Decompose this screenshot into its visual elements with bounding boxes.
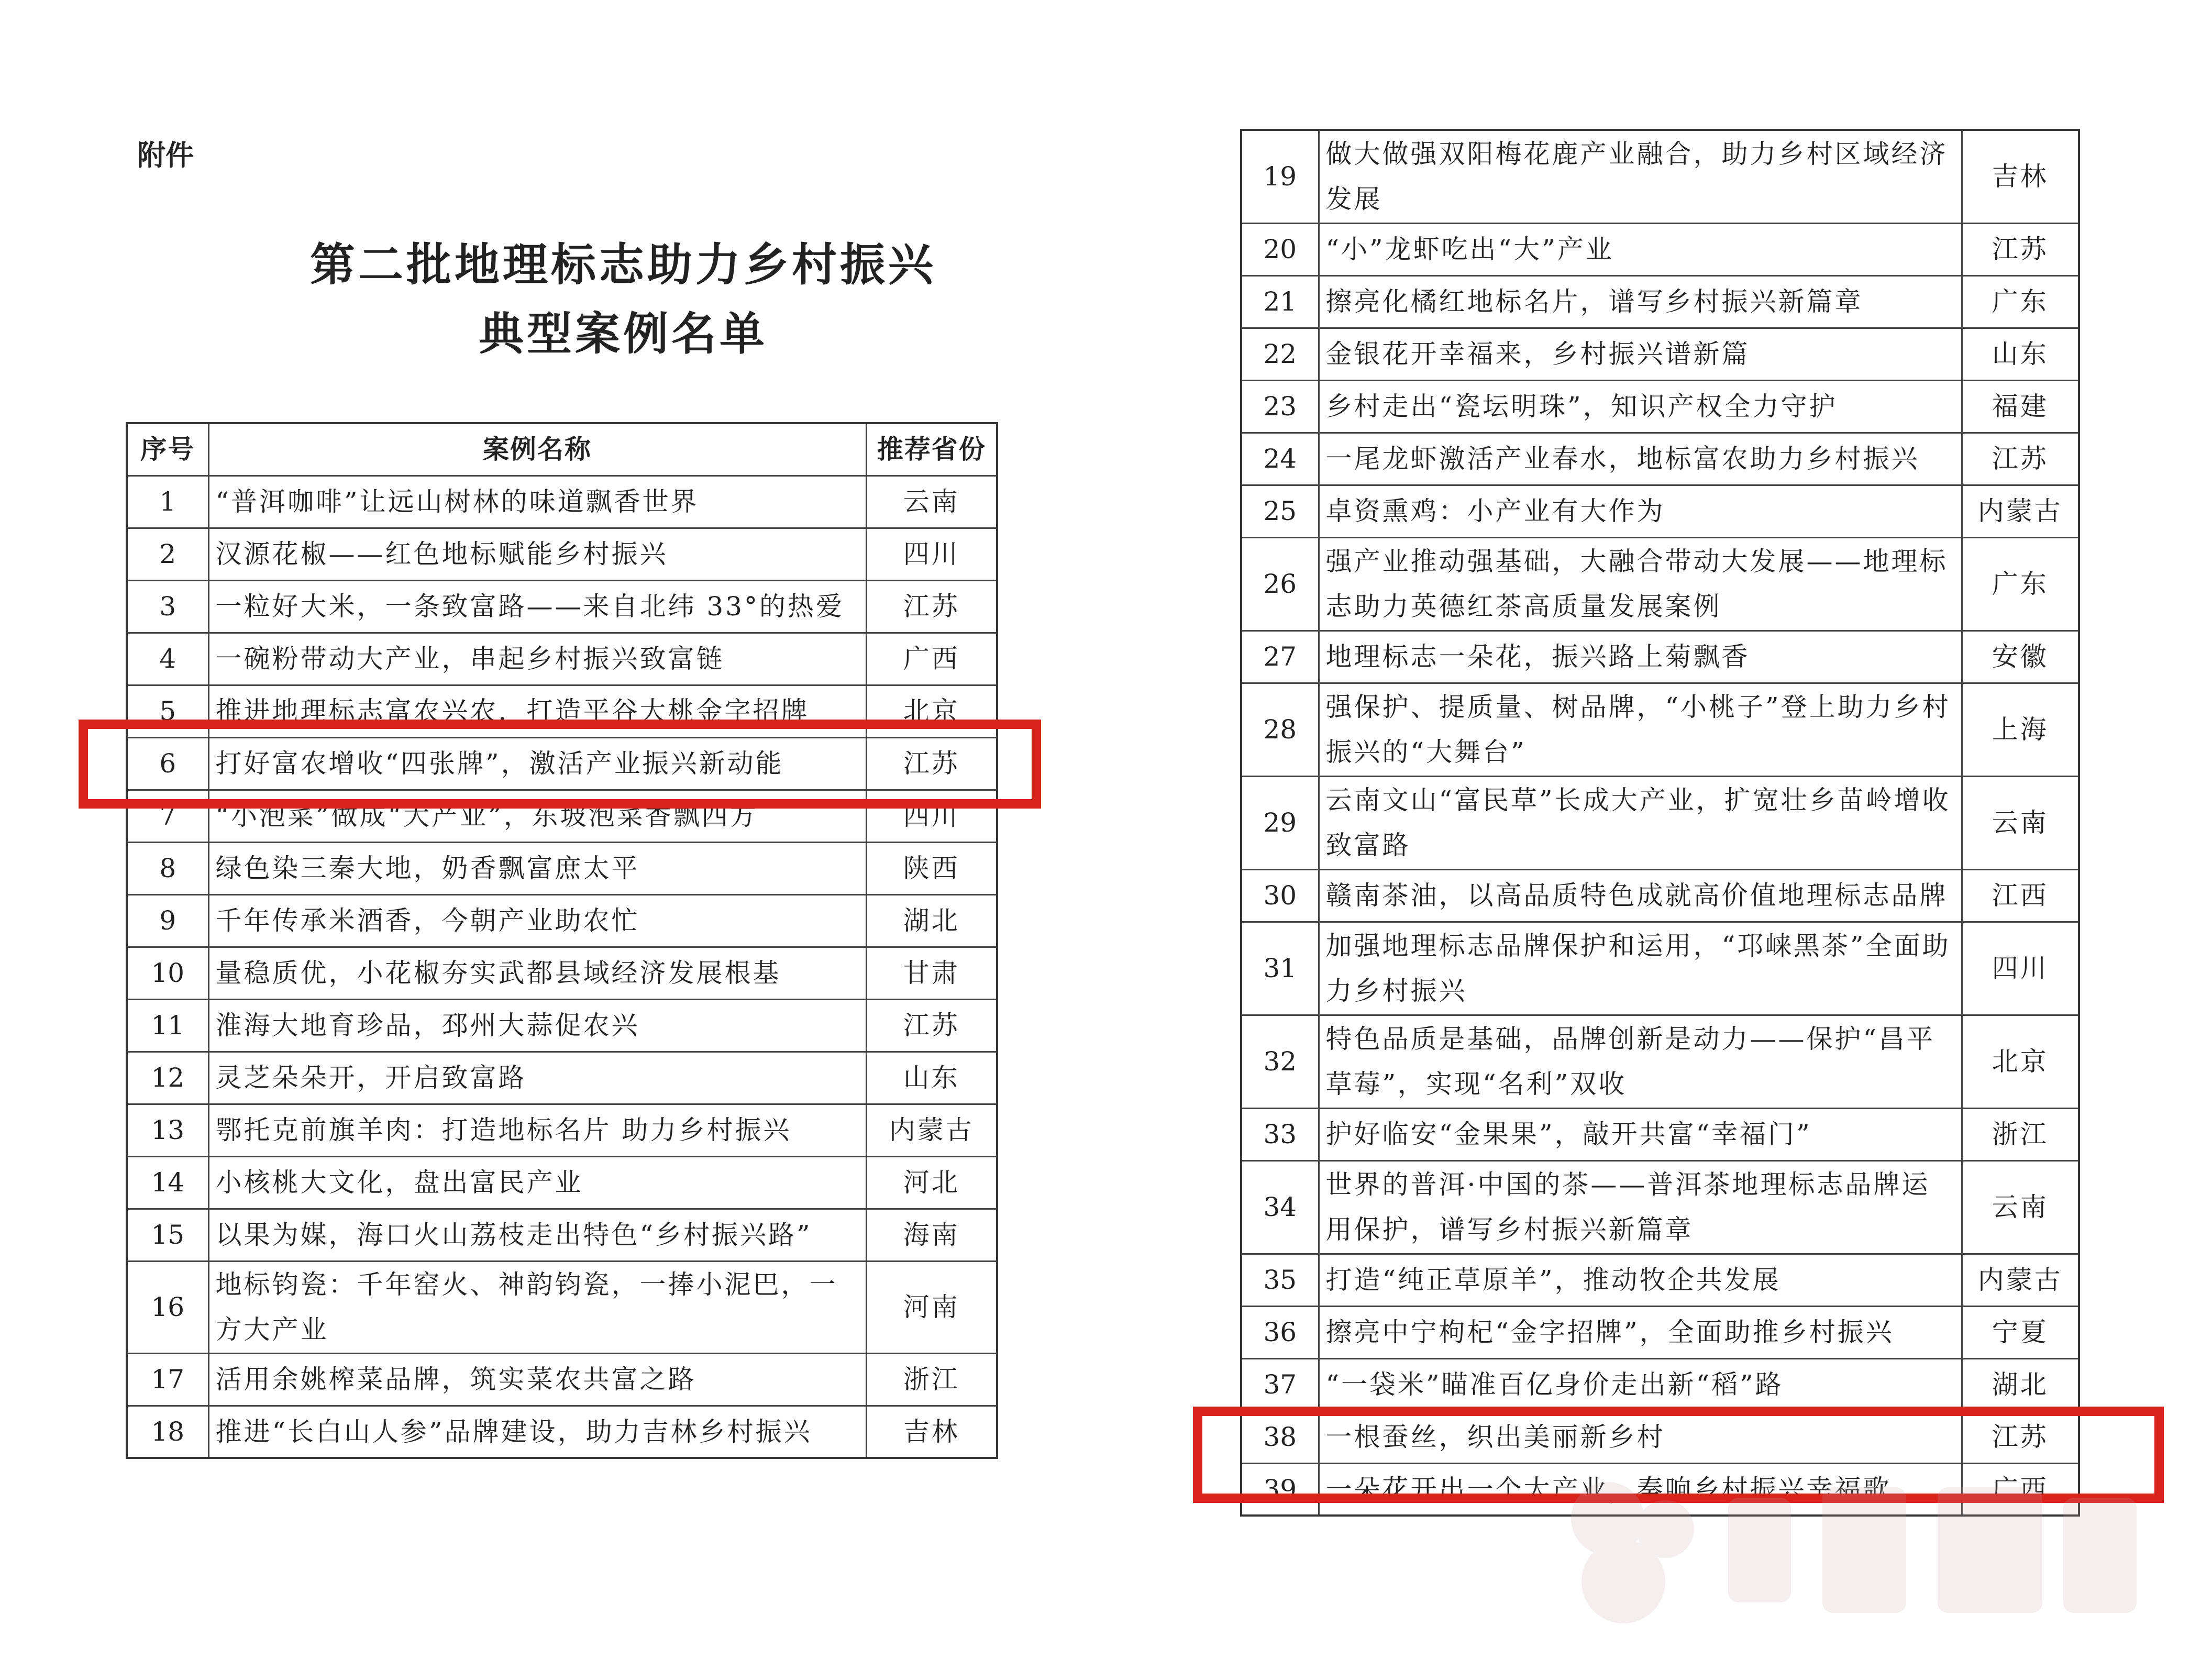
case-name: 绿色染三秦大地，奶香飘富庶太平 — [208, 842, 866, 894]
recommending-province: 江苏 — [1962, 223, 2079, 275]
row-number: 11 — [127, 999, 208, 1052]
case-name: 一朵花开出一个大产业，奏响乡村振兴幸福歌 — [1319, 1463, 1962, 1516]
row-number: 32 — [1241, 1015, 1319, 1108]
table-row — [1241, 275, 2079, 328]
table-row — [127, 999, 997, 1052]
table-row — [127, 475, 997, 528]
recommending-province: 安徽 — [1962, 631, 2079, 683]
table-row — [127, 633, 997, 685]
table-row — [127, 894, 997, 947]
case-list-table-left — [126, 422, 998, 1459]
case-name: “普洱咖啡”让远山树林的味道飘香世界 — [208, 475, 866, 528]
recommending-province: 河南 — [866, 1261, 997, 1353]
case-name: 打好富农增收“四张牌”，激活产业振兴新动能 — [208, 737, 866, 790]
recommending-province: 江苏 — [1962, 433, 2079, 485]
case-name: 金银花开幸福来，乡村振兴谱新篇 — [1319, 328, 1962, 380]
table-row — [1241, 869, 2079, 922]
row-number: 6 — [127, 737, 208, 790]
row-number: 19 — [1241, 130, 1319, 223]
recommending-province: 内蒙古 — [1962, 1254, 2079, 1306]
row-number: 16 — [127, 1261, 208, 1353]
left-table-body — [127, 475, 997, 1458]
row-number: 26 — [1241, 537, 1319, 631]
case-name: 卓资熏鸡：小产业有大作为 — [1319, 485, 1962, 537]
recommending-province: 江西 — [1962, 869, 2079, 922]
case-name: 一根蚕丝，织出美丽新乡村 — [1319, 1411, 1962, 1463]
case-name: 强产业推动强基础，大融合带动大发展——地理标志助力英德红茶高质量发展案例 — [1319, 537, 1962, 631]
row-number: 21 — [1241, 275, 1319, 328]
case-name: 地标钧瓷：千年窑火、神韵钧瓷，一捧小泥巴，一方大产业 — [208, 1261, 866, 1353]
case-name: 一粒好大米，一条致富路——来自北纬 33°的热爱 — [208, 580, 866, 633]
recommending-province: 内蒙古 — [866, 1104, 997, 1156]
row-number: 2 — [127, 528, 208, 580]
case-name: 地理标志一朵花，振兴路上菊飘香 — [1319, 631, 1962, 683]
row-number: 7 — [127, 790, 208, 842]
case-name: 淮海大地育珍品，邳州大蒜促农兴 — [208, 999, 866, 1052]
case-name: 推进地理标志富农兴农，打造平谷大桃金字招牌 — [208, 685, 866, 737]
table-row — [1241, 631, 2079, 683]
row-number: 14 — [127, 1156, 208, 1209]
table-row — [127, 842, 997, 894]
case-name: 推进“长白山人参”品牌建设，助力吉林乡村振兴 — [208, 1406, 866, 1458]
table-row — [1241, 485, 2079, 537]
recommending-province: 广西 — [1962, 1463, 2079, 1516]
recommending-province: 宁夏 — [1962, 1306, 2079, 1358]
table-row — [1241, 1254, 2079, 1306]
recommending-province: 河北 — [866, 1156, 997, 1209]
recommending-province: 内蒙古 — [1962, 485, 2079, 537]
case-name: “小”龙虾吃出“大”产业 — [1319, 223, 1962, 275]
row-number: 24 — [1241, 433, 1319, 485]
case-name: 灵芝朵朵开，开启致富路 — [208, 1052, 866, 1104]
recommending-province: 江苏 — [1962, 1411, 2079, 1463]
row-number: 4 — [127, 633, 208, 685]
recommending-province: 广东 — [1962, 537, 2079, 631]
recommending-province: 海南 — [866, 1209, 997, 1261]
recommending-province: 湖北 — [866, 894, 997, 947]
case-name: 以果为媒，海口火山荔枝走出特色“乡村振兴路” — [208, 1209, 866, 1261]
case-name: 一碗粉带动大产业，串起乡村振兴致富链 — [208, 633, 866, 685]
recommending-province: 上海 — [1962, 683, 2079, 776]
row-number: 33 — [1241, 1108, 1319, 1160]
table-row — [1241, 223, 2079, 275]
case-name: 鄂托克前旗羊肉：打造地标名片 助力乡村振兴 — [208, 1104, 866, 1156]
recommending-province: 浙江 — [1962, 1108, 2079, 1160]
recommending-province: 浙江 — [866, 1353, 997, 1406]
row-number: 5 — [127, 685, 208, 737]
case-name: 擦亮化橘红地标名片，谱写乡村振兴新篇章 — [1319, 275, 1962, 328]
row-number: 13 — [127, 1104, 208, 1156]
table-row — [127, 1104, 997, 1156]
case-name: 小核桃大文化，盘出富民产业 — [208, 1156, 866, 1209]
row-number: 15 — [127, 1209, 208, 1261]
case-name: 云南文山“富民草”长成大产业，扩宽壮乡苗岭增收致富路 — [1319, 776, 1962, 869]
case-name: 量稳质优，小花椒夯实武都县域经济发展根基 — [208, 947, 866, 999]
table-row — [1241, 328, 2079, 380]
table-row — [1241, 537, 2079, 631]
recommending-province: 北京 — [1962, 1015, 2079, 1108]
recommending-province: 福建 — [1962, 380, 2079, 433]
row-number: 3 — [127, 580, 208, 633]
recommending-province: 陕西 — [866, 842, 997, 894]
recommending-province: 四川 — [866, 528, 997, 580]
row-number: 18 — [127, 1406, 208, 1458]
recommending-province: 云南 — [1962, 776, 2079, 869]
row-number: 25 — [1241, 485, 1319, 537]
table-row — [1241, 130, 2079, 223]
case-name: 加强地理标志品牌保护和运用，“邛崃黑茶”全面助力乡村振兴 — [1319, 922, 1962, 1015]
case-name: 千年传承米酒香，今朝产业助农忙 — [208, 894, 866, 947]
row-number: 8 — [127, 842, 208, 894]
case-list-table-right — [1240, 129, 2080, 1517]
table-row — [127, 947, 997, 999]
case-name: 一尾龙虾激活产业春水，地标富农助力乡村振兴 — [1319, 433, 1962, 485]
case-name: 护好临安“金果果”，敲开共富“幸福门” — [1319, 1108, 1962, 1160]
table-row — [127, 1406, 997, 1458]
table-row — [1241, 1463, 2079, 1516]
recommending-province: 云南 — [866, 475, 997, 528]
case-name: 特色品质是基础，品牌创新是动力——保护“昌平草莓”，实现“名利”双收 — [1319, 1015, 1962, 1108]
header-name: 案例名称 — [208, 423, 866, 475]
header-no: 序号 — [127, 423, 208, 475]
row-number: 34 — [1241, 1160, 1319, 1254]
row-number: 12 — [127, 1052, 208, 1104]
table-row — [1241, 1108, 2079, 1160]
table-row — [127, 528, 997, 580]
table-row — [127, 1209, 997, 1261]
table-row — [127, 1353, 997, 1406]
row-number: 36 — [1241, 1306, 1319, 1358]
table-row — [127, 1052, 997, 1104]
table-row — [1241, 776, 2079, 869]
table-row — [1241, 1358, 2079, 1411]
recommending-province: 云南 — [1962, 1160, 2079, 1254]
attachment-label: 附件 — [137, 139, 194, 172]
table-row — [1241, 1306, 2079, 1358]
row-number: 39 — [1241, 1463, 1319, 1516]
row-number: 1 — [127, 475, 208, 528]
recommending-province: 广西 — [866, 633, 997, 685]
table-row — [127, 685, 997, 737]
row-number: 30 — [1241, 869, 1319, 922]
row-number: 28 — [1241, 683, 1319, 776]
case-name: 强保护、提质量、树品牌，“小桃子”登上助力乡村振兴的“大舞台” — [1319, 683, 1962, 776]
recommending-province: 北京 — [866, 685, 997, 737]
case-name: 做大做强双阳梅花鹿产业融合，助力乡村区域经济发展 — [1319, 130, 1962, 223]
case-name: “一袋米”瞄准百亿身价走出新“稻”路 — [1319, 1358, 1962, 1411]
table-row — [1241, 1160, 2079, 1254]
case-name: 世界的普洱·中国的茶——普洱茶地理标志品牌运用保护，谱写乡村振兴新篇章 — [1319, 1160, 1962, 1254]
row-number: 17 — [127, 1353, 208, 1406]
row-number: 9 — [127, 894, 208, 947]
table-row — [127, 1261, 997, 1353]
table-row — [1241, 922, 2079, 1015]
header-province: 推荐省份 — [866, 423, 997, 475]
case-name: 擦亮中宁枸杞“金字招牌”，全面助推乡村振兴 — [1319, 1306, 1962, 1358]
table-row — [127, 790, 997, 842]
recommending-province: 四川 — [866, 790, 997, 842]
row-number: 29 — [1241, 776, 1319, 869]
row-number: 20 — [1241, 223, 1319, 275]
row-number: 10 — [127, 947, 208, 999]
document-title-line2: 典型案例名单 — [479, 307, 768, 360]
table-row — [127, 737, 997, 790]
recommending-province: 江苏 — [866, 999, 997, 1052]
recommending-province: 吉林 — [1962, 130, 2079, 223]
recommending-province: 山东 — [1962, 328, 2079, 380]
table-row — [127, 1156, 997, 1209]
table-row — [1241, 433, 2079, 485]
table-row — [1241, 380, 2079, 433]
case-name: 活用余姚榨菜品牌，筑实菜农共富之路 — [208, 1353, 866, 1406]
recommending-province: 甘肃 — [866, 947, 997, 999]
row-number: 37 — [1241, 1358, 1319, 1411]
case-name: 乡村走出“瓷坛明珠”，知识产权全力守护 — [1319, 380, 1962, 433]
row-number: 35 — [1241, 1254, 1319, 1306]
row-number: 22 — [1241, 328, 1319, 380]
recommending-province: 广东 — [1962, 275, 2079, 328]
recommending-province: 江苏 — [866, 580, 997, 633]
table-row — [1241, 1411, 2079, 1463]
recommending-province: 江苏 — [866, 737, 997, 790]
row-number: 38 — [1241, 1411, 1319, 1463]
recommending-province: 湖北 — [1962, 1358, 2079, 1411]
table-row — [1241, 683, 2079, 776]
case-name: “小泡菜”做成“大产业”，东坡泡菜香飘四方 — [208, 790, 866, 842]
case-name: 打造“纯正草原羊”，推动牧企共发展 — [1319, 1254, 1962, 1306]
row-number: 27 — [1241, 631, 1319, 683]
document-title-line1: 第二批地理标志助力乡村振兴 — [310, 238, 936, 291]
case-name: 赣南茶油，以高品质特色成就高价值地理标志品牌 — [1319, 869, 1962, 922]
row-number: 23 — [1241, 380, 1319, 433]
table-row — [1241, 1015, 2079, 1108]
recommending-province: 山东 — [866, 1052, 997, 1104]
right-table-body — [1241, 130, 2079, 1516]
table-row — [127, 580, 997, 633]
case-name: 汉源花椒——红色地标赋能乡村振兴 — [208, 528, 866, 580]
recommending-province: 吉林 — [866, 1406, 997, 1458]
row-number: 31 — [1241, 922, 1319, 1015]
recommending-province: 四川 — [1962, 922, 2079, 1015]
